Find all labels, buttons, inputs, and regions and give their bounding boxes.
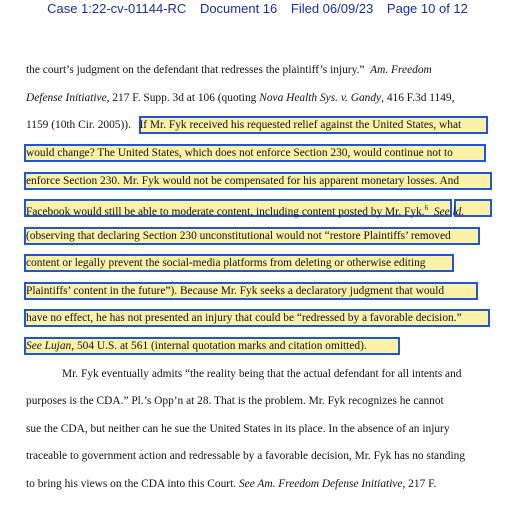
body-line: 1159 (10th Cir. 2005)). If Mr. Fyk received his requested relief against the United States, what: [26, 119, 462, 131]
body-line: Plaintiffs’ content in the future”). Because Mr. Fyk seeks a declaratory judgment that would: [26, 285, 445, 297]
filed-date: Filed 06/09/23: [290, 1, 374, 16]
body-line: would change? The United States, which does not enforce Section 230, would continue not to: [26, 147, 453, 159]
body-line: to bring his views on the CDA into this Court. See Am. Freedom Defense Initiative, 217 F.: [26, 478, 437, 490]
body-line: Mr. Fyk eventually admits “the reality being that the actual defendant for all intents and: [62, 368, 462, 380]
body-line: have no effect, he has not presented an injury that could be “redressed by a favorable decision.”: [26, 312, 462, 324]
footnote-marker[interactable]: 6: [424, 204, 429, 212]
body-line: enforce Section 230. Mr. Fyk would not be compensated for his apparent monetary losses. And: [26, 175, 460, 187]
body-line: sue the CDA, but neither can he sue the United States in its place. In the absence of an injury: [26, 423, 450, 435]
document-number: Document 16: [199, 1, 278, 16]
case-number: Case 1:22-cv-01144-RC: [47, 1, 187, 16]
body-line: traceable to government action and redressable by a favorable decision, Mr. Fyk has no standing: [26, 450, 466, 462]
case-header: [0, 1, 515, 16]
body-line: See Lujan, 504 U.S. at 561 (internal quotation marks and citation omitted).: [26, 340, 367, 352]
body-line: the court’s judgment on the defendant that redresses the plaintiff’s injury.” Am. Freedom: [26, 64, 432, 76]
body-line: (observing that declaring Section 230 unconstitutional would not “restore Plaintiffs’ removed: [26, 230, 451, 242]
body-line: purposes is the CDA.” Pl.’s Opp’n at 28. That is the problem. Mr. Fyk recognizes he cannot: [26, 395, 444, 407]
page-number: Page 10 of 12: [386, 1, 468, 16]
body-line: Facebook would still be able to moderate content, including content posted by Mr. Fyk.$^6$ See id.: [26, 204, 465, 218]
body-line: content or legally prevent the social-media platforms from deleting or otherwise editing: [26, 257, 426, 269]
body-line: Defense Initiative, 217 F. Supp. 3d at 106 (quoting Nova Health Sys. v. Gandy, 416 F.3d 1149,: [26, 92, 455, 104]
